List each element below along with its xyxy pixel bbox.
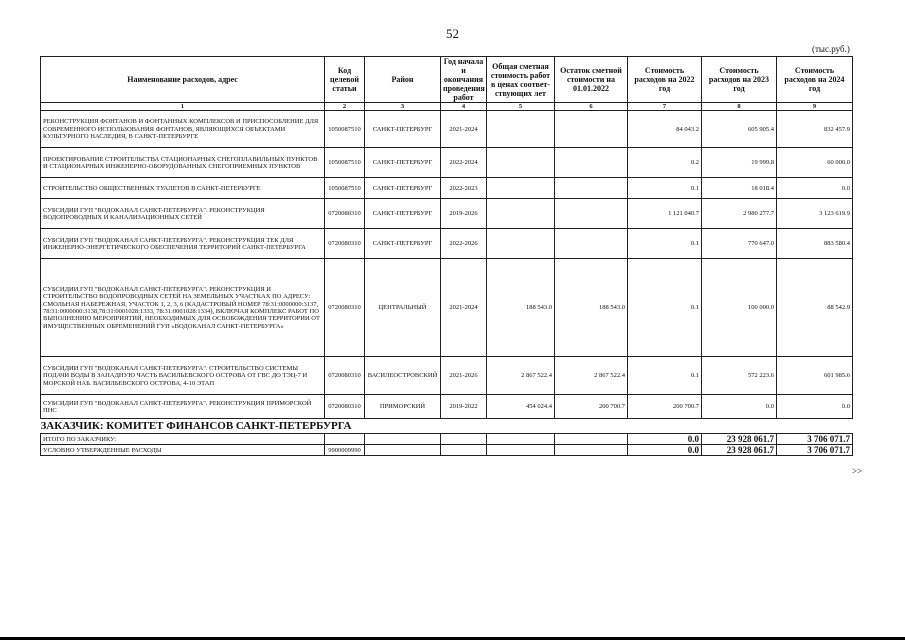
expense-2024: 88 542.9 — [777, 259, 853, 357]
header-cost-2022: Стоимость расходов на 2022 год — [628, 57, 702, 103]
table-row — [41, 229, 853, 259]
empty-cell — [441, 434, 487, 445]
expense-total-cost — [487, 229, 555, 259]
conditional-row — [41, 445, 853, 456]
expense-remainder: 200 700.7 — [555, 395, 628, 419]
expense-2022: 0.1 — [628, 178, 702, 199]
expense-code: 0720080310 — [325, 199, 365, 229]
empty-cell — [555, 434, 628, 445]
expense-2022: 0.1 — [628, 259, 702, 357]
column-number: 4 — [441, 103, 487, 111]
expense-2022: 0.1 — [628, 357, 702, 395]
column-number: 8 — [702, 103, 777, 111]
expense-2024: 60 000.0 — [777, 148, 853, 178]
expense-2023: 605 905.4 — [702, 111, 777, 148]
expense-2023: 2 980 277.7 — [702, 199, 777, 229]
empty-cell — [441, 445, 487, 456]
total-row — [41, 434, 853, 445]
total-code — [325, 434, 365, 445]
total-2024: 3 706 071.7 — [777, 434, 853, 445]
total-2023: 23 928 061.7 — [702, 434, 777, 445]
header-cost-2024: Стоимость расходов на 2024 год — [777, 57, 853, 103]
expense-2024: 0.0 — [777, 395, 853, 419]
column-number: 1 — [41, 103, 325, 111]
expense-remainder — [555, 111, 628, 148]
expense-total-cost — [487, 178, 555, 199]
column-numbers-row — [41, 103, 853, 111]
total-2022: 0.0 — [628, 434, 702, 445]
total-label: ИТОГО ПО ЗАКАЗЧИКУ: — [41, 434, 325, 445]
expense-period: 2021-2026 — [441, 357, 487, 395]
table-row — [41, 199, 853, 229]
table-row — [41, 148, 853, 178]
expense-period: 2019-2026 — [441, 199, 487, 229]
expense-2023: 19 999.8 — [702, 148, 777, 178]
customer-row — [41, 419, 853, 434]
expense-district: ВАСИЛЕОСТРОВСКИЙ — [365, 357, 441, 395]
expense-district: ЦЕНТРАЛЬНЫЙ — [365, 259, 441, 357]
table-row — [41, 111, 853, 148]
header-code: Код целевой статьи — [325, 57, 365, 103]
expense-2024: 883 580.4 — [777, 229, 853, 259]
column-number: 3 — [365, 103, 441, 111]
expense-2022: 200 700.7 — [628, 395, 702, 419]
table-row — [41, 259, 853, 357]
expense-code: 0720080310 — [325, 259, 365, 357]
expense-total-cost: 2 867 522.4 — [487, 357, 555, 395]
expense-district: САНКТ-ПЕТЕРБУРГ — [365, 199, 441, 229]
expense-district: ПРИМОРСКИЙ — [365, 395, 441, 419]
expense-period: 2022-2024 — [441, 148, 487, 178]
expense-total-cost — [487, 111, 555, 148]
expense-code: 1050087510 — [325, 111, 365, 148]
expense-remainder: 2 867 522.4 — [555, 357, 628, 395]
header-name: Наименование расходов, адрес — [41, 57, 325, 103]
expense-period: 2022-2026 — [441, 229, 487, 259]
expense-total-cost — [487, 148, 555, 178]
expense-period: 2019-2022 — [441, 395, 487, 419]
units-label: (тыс.руб.) — [812, 44, 850, 54]
expense-name: ПРОЕКТИРОВАНИЕ СТРОИТЕЛЬСТВА СТАЦИОНАРНЫХ СНЕГОПЛАВИЛЬНЫХ ПУНКТОВ И СТАЦИОНАРНЫХ ИНЖЕНЕРНО-ОБОРУДОВАННЫХ СНЕГОПРИЕМНЫХ ПУНКТОВ — [41, 148, 325, 178]
expense-name: СУБСИДИИ ГУП "ВОДОКАНАЛ САНКТ-ПЕТЕРБУРГА". СТРОИТЕЛЬСТВО СИСТЕМЫ ПОДАЧИ ВОДЫ В ЗАПАДНУЮ ЧАСТЬ ВАСИЛЬЕВСКОГО ОСТРОВА ОТ ГВС ДО ТЭЦ-7 И МОРСКОЙ НАБ. ВАСИЛЬЕВСКОГО ОСТРОВА, 4-10 ЭТАП — [41, 357, 325, 395]
empty-cell — [487, 445, 555, 456]
expense-2024: 0.0 — [777, 178, 853, 199]
expense-2024: 832 457.9 — [777, 111, 853, 148]
table-row — [41, 178, 853, 199]
header-total-cost: Общая сметная стоимость работ в ценах соответ-ствующих лет — [487, 57, 555, 103]
continuation-marker: >> — [852, 466, 863, 476]
expense-district: САНКТ-ПЕТЕРБУРГ — [365, 111, 441, 148]
page-number: 52 — [446, 26, 459, 41]
empty-cell — [487, 434, 555, 445]
expense-period: 2022-2023 — [441, 178, 487, 199]
expense-district: САНКТ-ПЕТЕРБУРГ — [365, 148, 441, 178]
column-number: 2 — [325, 103, 365, 111]
expense-name: СУБСИДИИ ГУП "ВОДОКАНАЛ САНКТ-ПЕТЕРБУРГА". РЕКОНСТРУКЦИЯ ПРИМОРСКОЙ ПНС — [41, 395, 325, 419]
expense-2024: 601 985.6 — [777, 357, 853, 395]
expense-period: 2021-2024 — [441, 111, 487, 148]
column-number: 9 — [777, 103, 853, 111]
expense-total-cost: 454 024.4 — [487, 395, 555, 419]
expense-name: СУБСИДИИ ГУП "ВОДОКАНАЛ САНКТ-ПЕТЕРБУРГА". РЕКОНСТРУКЦИЯ ТЕК ДЛЯ ИНЖЕНЕРНО-ЭНЕРГЕТИЧЕСКОГО ОБЕСПЕЧЕНИЯ ТЕРРИТОРИЙ САНКТ-ПЕТЕРБУРГА — [41, 229, 325, 259]
conditional-2022: 0.0 — [628, 445, 702, 456]
column-number: 6 — [555, 103, 628, 111]
expense-total-cost — [487, 199, 555, 229]
conditional-2024: 3 706 071.7 — [777, 445, 853, 456]
table-row — [41, 357, 853, 395]
header-remainder: Остаток сметной стоимости на 01.01.2022 — [555, 57, 628, 103]
column-number: 7 — [628, 103, 702, 111]
expense-2023: 100 000.0 — [702, 259, 777, 357]
expense-2022: 0.2 — [628, 148, 702, 178]
expense-code: 0720080310 — [325, 229, 365, 259]
empty-cell — [365, 434, 441, 445]
expense-name: СУБСИДИИ ГУП "ВОДОКАНАЛ САНКТ-ПЕТЕРБУРГА". РЕКОНСТРУКЦИЯ И СТРОИТЕЛЬСТВО ВОДОПРОВОДНЫХ СЕТЕЙ НА ЗЕМЕЛЬНЫХ УЧАСТКАХ ПО АДРЕСУ: СМОЛЬНАЯ НАБЕРЕЖНАЯ, УЧАСТОК 1, 2, 3, 6 (КАДАСТРОВЫЙ НОМЕР 78:31:0000000:3137, 78:31:0000000:3138,78:31:0001028:1333, 78:31:0001028:1334), ВКЛЮЧАЯ КОМПЛЕКС РАБОТ ПО ВЫПОЛНЕНИЮ МЕРОПРИЯТИЙ, НЕОБХОДИМЫХ ДЛЯ ОСВОБОЖДЕНИЯ ТЕРРИТОРИИ ОТ ИМУЩЕСТВЕННЫХ ОБРЕМЕНЕНИЙ ГУП «ВОДОКАНАЛ САНКТ-ПЕТЕРБУРГА» — [41, 259, 325, 357]
expense-remainder — [555, 199, 628, 229]
conditional-2023: 23 928 061.7 — [702, 445, 777, 456]
expense-name: РЕКОНСТРУКЦИЯ ФОНТАНОВ И ФОНТАННЫХ КОМПЛЕКСОВ И ПРИСПОСОБЛЕНИЕ ДЛЯ СОВРЕМЕННОГО ИСПОЛЬЗОВАНИЯ ФОНТАНОВ, ЯВЛЯЮЩИХСЯ ОБЪЕКТАМИ КУЛЬТУРНОГО НАСЛЕДИЯ, В САНКТ-ПЕТЕРБУРГЕ — [41, 111, 325, 148]
customer-heading: ЗАКАЗЧИК: КОМИТЕТ ФИНАНСОВ САНКТ-ПЕТЕРБУРГА — [41, 419, 853, 434]
expense-code: 0720080310 — [325, 395, 365, 419]
expense-2023: 572 223.6 — [702, 357, 777, 395]
expense-code: 1050087510 — [325, 178, 365, 199]
header-district: Район — [365, 57, 441, 103]
empty-cell — [555, 445, 628, 456]
expense-2022: 1 121 040.7 — [628, 199, 702, 229]
expense-2023: 0.0 — [702, 395, 777, 419]
expense-district: САНКТ-ПЕТЕРБУРГ — [365, 229, 441, 259]
empty-cell — [365, 445, 441, 456]
table-row — [41, 395, 853, 419]
expense-period: 2021-2024 — [441, 259, 487, 357]
expense-2024: 3 123 619.9 — [777, 199, 853, 229]
conditional-label: УСЛОВНО УТВЕРЖДЕННЫЕ РАСХОДЫ — [41, 445, 325, 456]
expense-remainder — [555, 178, 628, 199]
expense-code: 0720080310 — [325, 357, 365, 395]
budget-table — [40, 56, 853, 456]
expense-remainder: 188 543.0 — [555, 259, 628, 357]
header-period: Год начала и окончания проведения работ — [441, 57, 487, 103]
expense-code: 1050087510 — [325, 148, 365, 178]
expense-2023: 18 018.4 — [702, 178, 777, 199]
header-cost-2023: Стоимость расходов на 2023 год — [702, 57, 777, 103]
expense-2022: 84 043.2 — [628, 111, 702, 148]
expense-district: САНКТ-ПЕТЕРБУРГ — [365, 178, 441, 199]
expense-remainder — [555, 148, 628, 178]
expense-name: СТРОИТЕЛЬСТВО ОБЩЕСТВЕННЫХ ТУАЛЕТОВ В САНКТ-ПЕТЕРБУРГЕ — [41, 178, 325, 199]
expense-2022: 0.1 — [628, 229, 702, 259]
expense-total-cost: 188 543.0 — [487, 259, 555, 357]
expense-2023: 770 647.0 — [702, 229, 777, 259]
expense-remainder — [555, 229, 628, 259]
expense-name: СУБСИДИИ ГУП "ВОДОКАНАЛ САНКТ-ПЕТЕРБУРГА". РЕКОНСТРУКЦИЯ ВОДОПРОВОДНЫХ И КАНАЛИЗАЦИОННЫХ СЕТЕЙ — [41, 199, 325, 229]
column-number: 5 — [487, 103, 555, 111]
conditional-code: 9900009990 — [325, 445, 365, 456]
